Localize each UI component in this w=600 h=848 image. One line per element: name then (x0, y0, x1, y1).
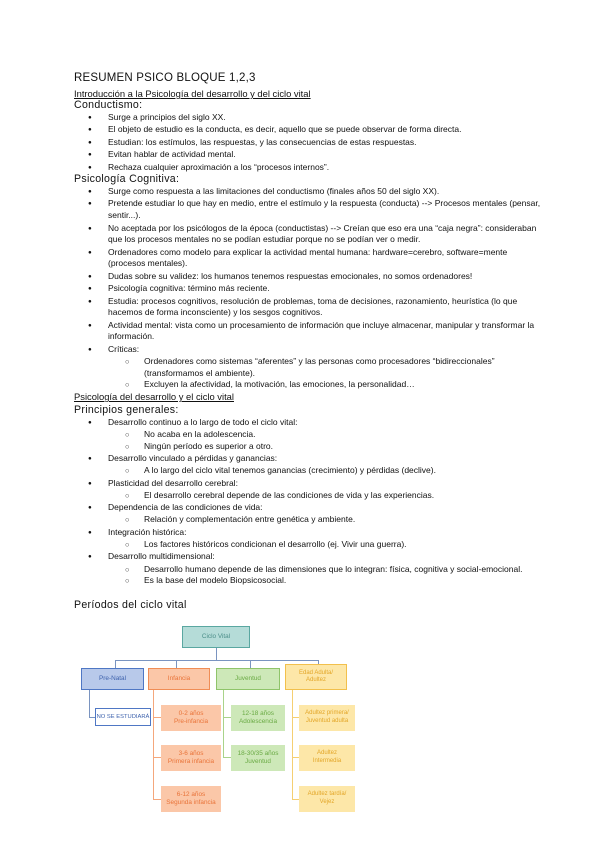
node-label: Intermedia (312, 758, 342, 764)
juventud-child-node (231, 705, 285, 731)
list-subitem: ○ Desarrollo humano depende de las dimensiones que lo integran: física, cognitiva y social-emocional. (74, 564, 544, 576)
connector-line (115, 660, 116, 668)
connector-line (176, 660, 177, 668)
node-age: 0-2 años (178, 709, 204, 717)
cognitiva-heading: Psicología Cognitiva: (74, 173, 180, 185)
adulta-child-node (299, 745, 355, 771)
conductismo-heading: Conductismo: (74, 99, 143, 111)
list-subitem: ○ El desarrollo cerebral depende de las condiciones de vida y las experiencias. (74, 490, 544, 502)
prenatal-child-node (95, 708, 151, 726)
node-age: 18-30/35 años (237, 749, 279, 757)
infancia-child-node (161, 786, 221, 812)
list-item: ● Surge como respuesta a las limitaciones del conductismo (finales años 50 del siglo XX). (74, 186, 544, 198)
list-subitem: ○ Relación y complementación entre genética y ambiente. (74, 514, 544, 526)
connector-line (292, 799, 299, 800)
list-item: ● Estudian: los estímulos, las respuestas, y las consecuencias de estas respuestas. (74, 137, 544, 149)
juventud-child-node (231, 745, 285, 771)
psico-section-link[interactable]: Psicología del desarrollo y el ciclo vital (74, 391, 234, 402)
principio-label: Desarrollo continuo a lo largo de todo el ciclo vital: (108, 417, 298, 427)
list-item: ● Estudia: procesos cognitivos, resolución de problemas, toma de decisiones, razonamiento, heurística (lo que hacemos de forma inconsciente) y los sesgos cognitivos. (74, 296, 544, 319)
connector-line (153, 799, 161, 800)
connector-line (250, 660, 251, 668)
infancia-child-node (161, 705, 221, 731)
list-subitem: ○ Ordenadores como sistemas “aferentes” y las personas como procesadores “bidireccionales” (transformamos el ambiente). (74, 356, 544, 379)
connector-line (292, 717, 299, 718)
node-label: Juventud (245, 758, 271, 765)
list-item: ● Surge a principios del siglo XX. (74, 112, 544, 124)
infancia-child-node (161, 745, 221, 771)
list-item: ● No aceptada por los psicólogos de la época (conductistas) --> Creían que eso era una “caja negra”: consideraban que los procesos mentales no se podían estudiar porque no se podían ver o medir. (74, 223, 544, 246)
list-item: ● Dudas sobre su validez: los humanos tenemos respuestas emocionales, no somos ordenadores! (74, 271, 544, 283)
list-subitem: ○ Excluyen la afectividad, la motivación, las emociones, la personalidad… (74, 379, 544, 391)
connector-line (153, 757, 161, 758)
connector-line (292, 690, 293, 800)
list-item: ● Evitan hablar de actividad mental. (74, 149, 544, 161)
connector-line (223, 717, 231, 718)
list-subitem: ○ No acaba en la adolescencia. (74, 429, 544, 441)
periodos-heading: Períodos del ciclo vital (74, 599, 187, 611)
root-node (182, 626, 250, 648)
principios-heading: Principios generales: (74, 404, 179, 416)
list-item: ● Actividad mental: vista como un procesamiento de información que incluye almacenar, manipular y transformar la información. (74, 320, 544, 343)
adulta-child-node (299, 705, 355, 731)
principio-label: Dependencia de las condiciones de vida: (108, 502, 263, 513)
principio-label: Desarrollo multidimensional: (108, 551, 215, 562)
node-label: Pre-Natal (99, 674, 126, 682)
connector-line (153, 690, 154, 800)
node-label: Adultez primera/ (305, 710, 349, 717)
juventud-node (216, 668, 280, 690)
list-subitem: ○ Ningún período es superior a otro. (74, 441, 544, 453)
intro-section-link[interactable]: Introducción a la Psicología del desarrollo y del ciclo vital (74, 88, 311, 99)
node-label: Pre-infancia (173, 718, 209, 725)
list-item: ● Ordenadores como modelo para explicar la actividad mental humana: hardware=cerebro, software=mente (procesos mentales). (74, 247, 544, 270)
connector-line (223, 757, 231, 758)
node-label: Adultez tardía/ (307, 791, 347, 798)
adulta-node (285, 664, 347, 690)
node-age: 3-6 años (178, 749, 204, 757)
infancia-node (148, 668, 210, 690)
node-label: Ciclo Vital (201, 632, 231, 640)
node-label: Adultez (316, 750, 337, 757)
node-label: Edad Adulta/ Adultez (298, 669, 334, 683)
node-label: Juventud (235, 674, 261, 682)
connector-line (216, 648, 217, 660)
list-item: ● Rechaza cualquier aproximación a los “procesos internos”. (74, 162, 544, 174)
criticas-label: Críticas: (108, 343, 140, 354)
node-label: Juventud adulta (305, 718, 349, 724)
document-title: RESUMEN PSICO BLOQUE 1,2,3 (74, 72, 256, 84)
list-subitem: ○ A lo largo del ciclo vital tenemos ganancias (crecimiento) y pérdidas (declive). (74, 465, 544, 477)
list-item: ● Psicología cognitiva: término más reciente. (74, 283, 544, 295)
node-label: NO SE ESTUDIARÁ (96, 713, 150, 720)
list-subitem: ○ Es la base del modelo Biopsicosocial. (74, 575, 544, 587)
node-label: Infancia (167, 674, 191, 682)
principio-label: Plasticidad del desarrollo cerebral: (108, 477, 238, 488)
node-label: Adolescencia (238, 718, 277, 725)
connector-line (223, 690, 224, 758)
list-item: ● Pretende estudiar lo que hay en medio, entre el estímulo y la respuesta (conducta) --> Procesos mentales (pensar, sentir...). (74, 198, 544, 221)
adulta-child-node (299, 786, 355, 812)
list-subitem: ○ Los factores históricos condicionan el desarrollo (ej. Vivir una guerra). (74, 539, 544, 551)
connector-line (115, 660, 319, 661)
node-label: Vejez (319, 799, 335, 805)
list-item: ● El objeto de estudio es la conducta, es decir, aquello que se puede observar de forma directa. (74, 124, 544, 136)
node-label: Segunda infancia (166, 799, 216, 806)
principio-label: Desarrollo vinculado a pérdidas y ganancias: (108, 453, 278, 464)
node-age: 6-12 años (176, 790, 206, 798)
connector-line (292, 757, 299, 758)
principio-label: Integración histórica: (108, 526, 187, 537)
prenatal-node (81, 668, 144, 690)
connector-line (153, 717, 161, 718)
node-label: Primera infancia (167, 758, 215, 765)
node-age: 12-18 años (242, 709, 274, 717)
connector-line (89, 690, 90, 718)
